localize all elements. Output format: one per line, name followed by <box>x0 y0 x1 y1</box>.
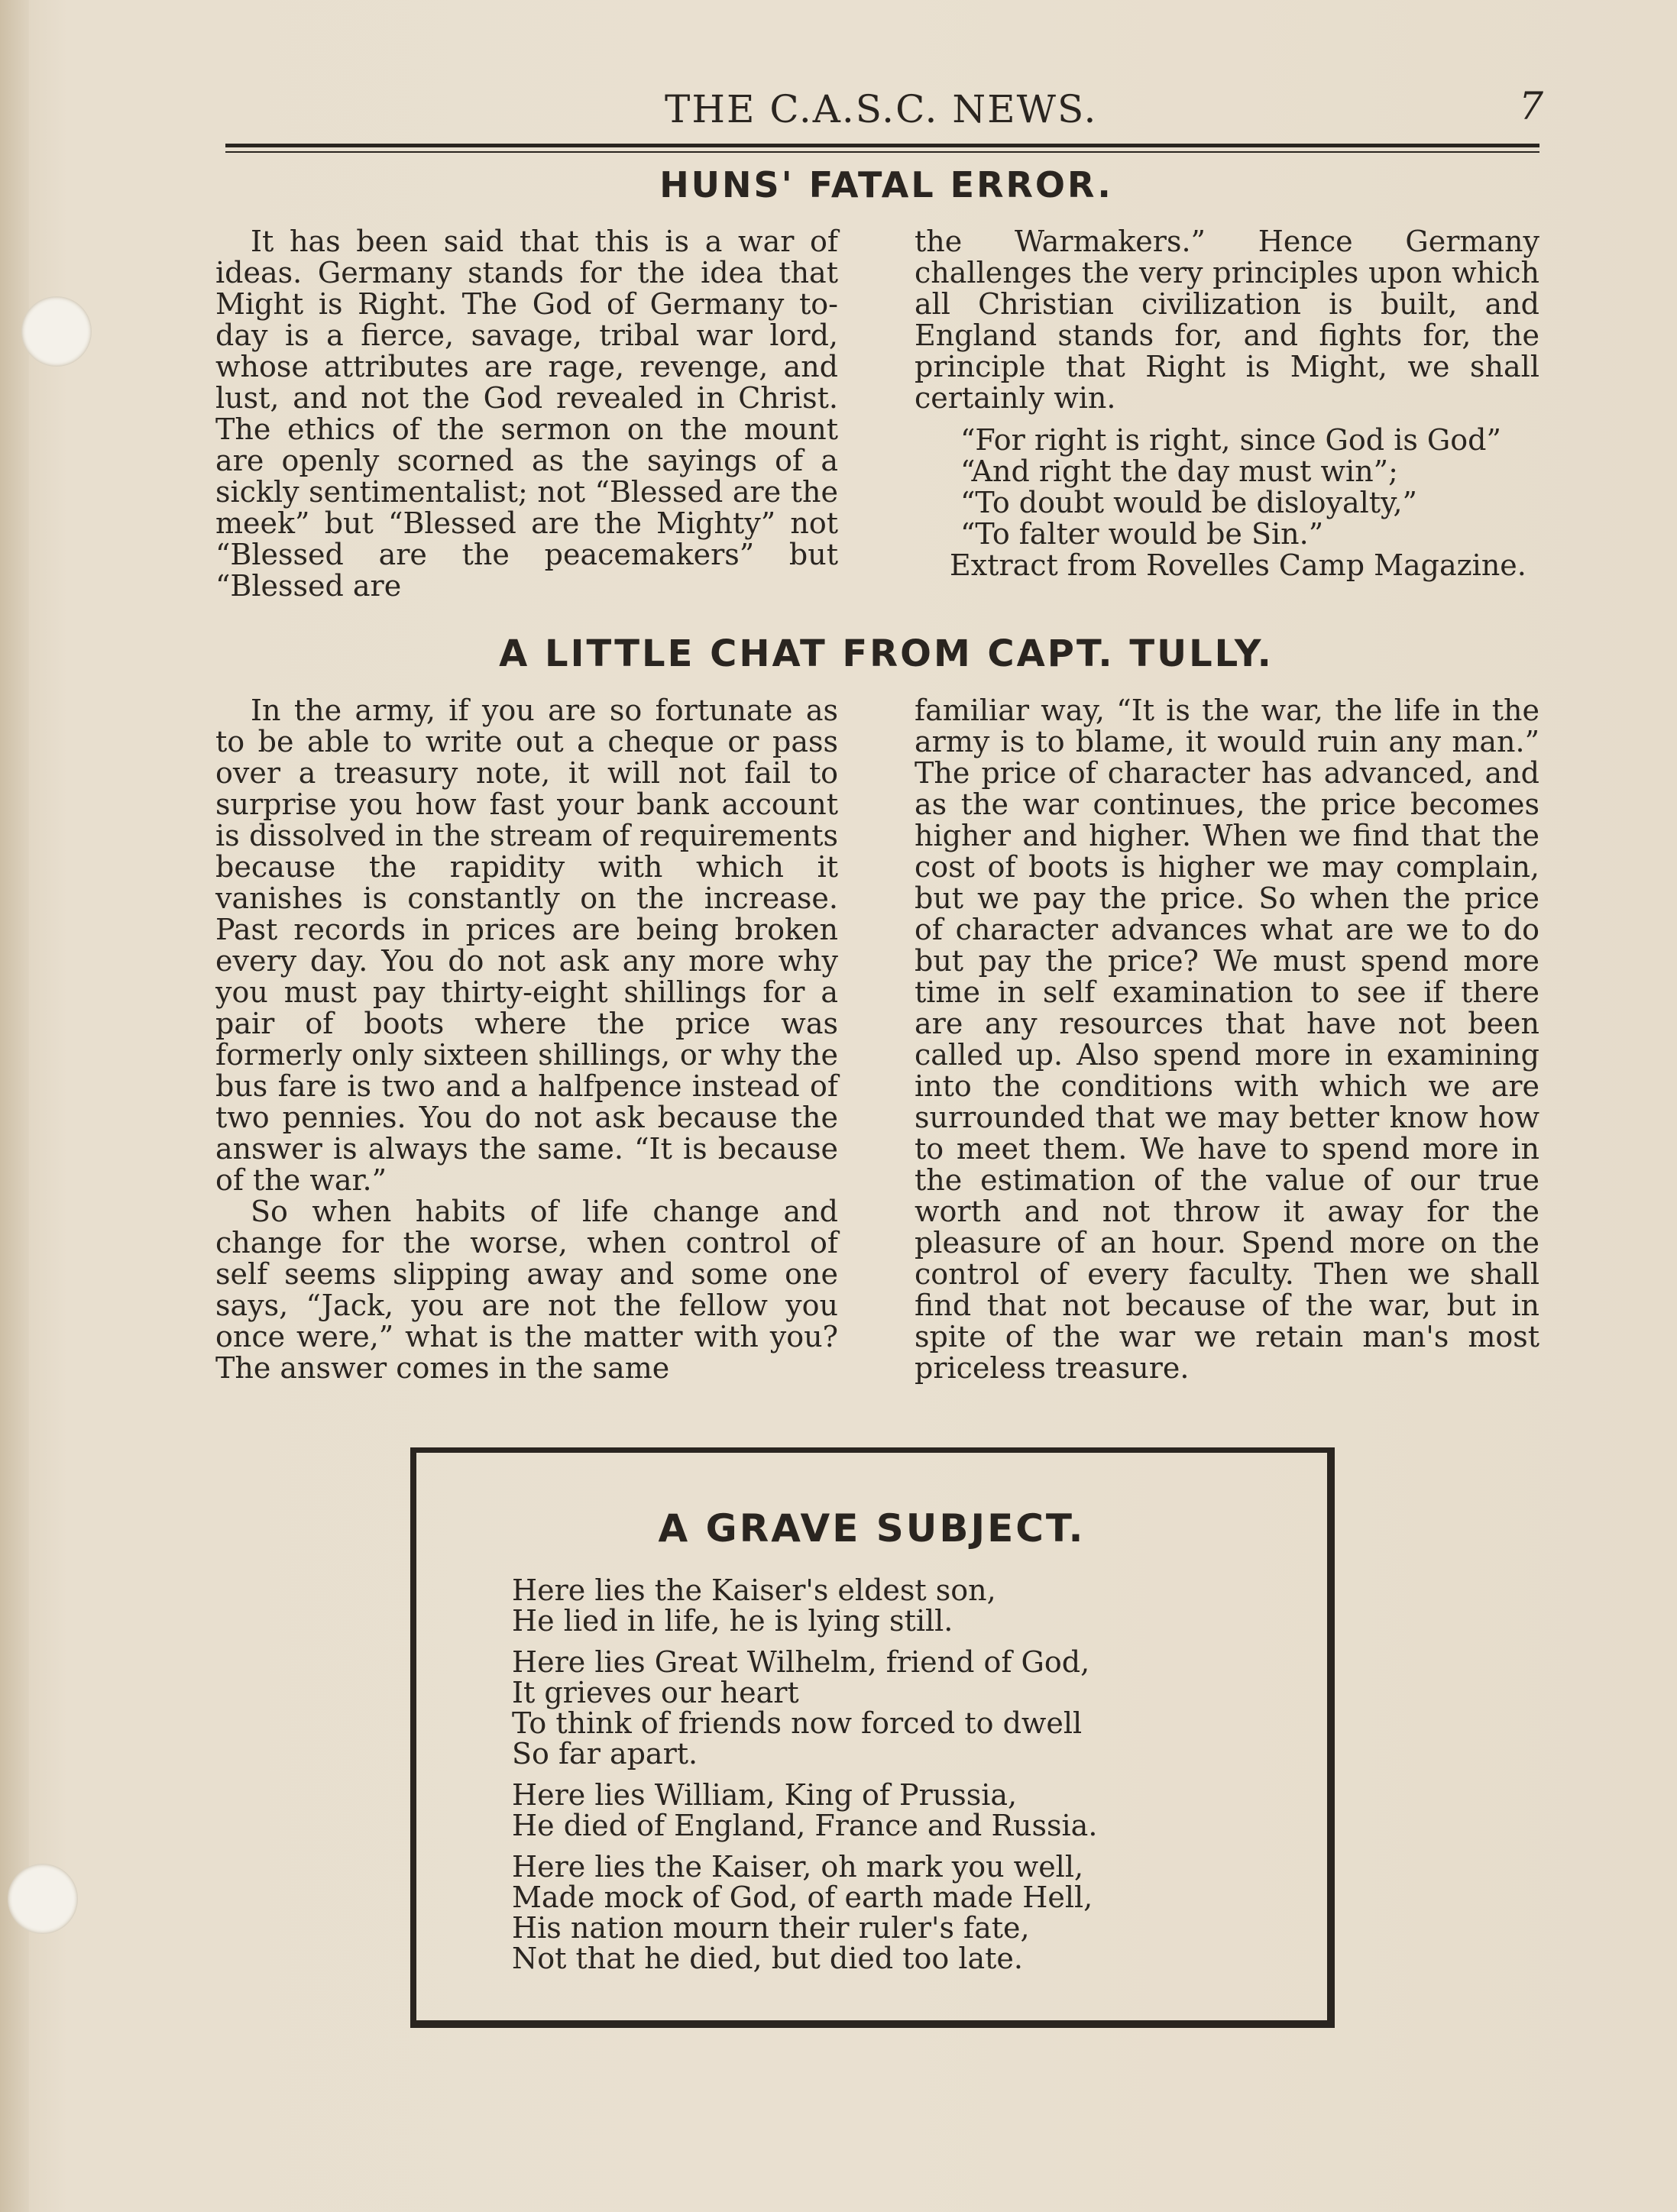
poem-line: “And right the day must win”; <box>960 454 1398 488</box>
poem-line: “To doubt would be disloyalty,” <box>960 486 1417 519</box>
header-rule-thin <box>225 151 1539 153</box>
poem-line: “To falter would be Sin.” <box>960 517 1324 551</box>
epitaph-poem <box>512 1575 1276 1984</box>
article-column <box>215 226 838 602</box>
poem-line: He died of England, France and Russia. <box>512 1809 1098 1842</box>
poem-line: Here lies Great Wilhelm, friend of God, <box>512 1645 1090 1679</box>
article-paragraph: It has been said that this is a war of ideas. Germany stands for the idea that Might is Right. The God of Germany to-day is a fierce, savage, tribal war lord, whose attributes are rage, revenge, and lust, and not the God revealed in Christ. The ethics of the sermon on the mount are openly scorned as the sayings of a sickly sentimentalist; not “Blessed are the meek” but “Blessed are the Mighty” not “Blessed are the peacemakers” but “Blessed are <box>215 225 838 603</box>
article-paragraph: In the army, if you are so fortunate as to be able to write out a cheque or pass over a treasury note, it will not fail to surprise you how fast your bank account is dissolved in the stream of requirements because the rapidity with which it vanishes is constantly on the increase. Past records in prices are being broken every day. You do not ask any more why you must pay thirty-eight shillings for a pair of boots where the price was formerly only sixteen shillings, or why the bus fare is two and a halfpence instead of two pennies. You do not ask because the answer is always the same. “It is because of the war.” <box>215 694 838 1197</box>
header-rule <box>225 144 1539 147</box>
poem-stanza <box>512 1780 1276 1841</box>
poem-line: His nation mourn their ruler's fate, <box>512 1911 1030 1945</box>
article-title: A LITTLE CHAT FROM CAPT. TULLY. <box>499 632 1274 675</box>
punch-hole <box>21 296 92 367</box>
article-paragraph: So when habits of life change and change for the worse, when control of self seems slipping away and some one says, “Jack, you are not the fellow you once were,” what is the matter with you? The answer comes in the same <box>215 1195 838 1385</box>
poem-line: Made mock of God, of earth made Hell, <box>512 1881 1093 1914</box>
article-title: HUNS' FATAL ERROR. <box>659 164 1113 205</box>
poem-stanza <box>512 1647 1276 1769</box>
article-paragraph: familiar way, “It is the war, the life in the army is to blame, it would ruin any man.” The price of character has advanced, and as the war continues, the price becomes higher and higher. When we find that the cost of boots is higher we may complain, but we pay the price. So when the price of character advances what are we to do but pay the price? We must spend more time in self examination to see if there are any resources that have not been called up. Also spend more in examining into the conditions with which we are surrounded that we may better know how to meet them. We have to spend more in the estimation of the value of our true worth and not throw it away for the pleasure of an hour. Spend more on the control of every faculty. Then we shall find that not because of the war, but in spite of the war we retain man's most priceless treasure. <box>915 694 1539 1385</box>
page-header <box>229 82 1543 136</box>
page-number: 7 <box>1519 84 1543 128</box>
poem-quote <box>915 425 1539 550</box>
article-source: Extract from Rovelles Camp Magazine. <box>950 548 1526 582</box>
poem-line: “For right is right, since God is God” <box>960 423 1501 457</box>
poem-line: It grieves our heart <box>512 1676 799 1709</box>
publication-title: THE C.A.S.C. NEWS. <box>665 87 1098 131</box>
poem-line: He lied in life, he is lying still. <box>512 1604 953 1638</box>
article-title: A GRAVE SUBJECT. <box>658 1506 1086 1551</box>
poem-line: Here lies the Kaiser, oh mark you well, <box>512 1850 1084 1884</box>
poem-line: Here lies the Kaiser's eldest son, <box>512 1573 996 1607</box>
article-column <box>915 695 1539 1384</box>
poem-line: Here lies William, King of Prussia, <box>512 1778 1018 1812</box>
punch-hole <box>8 1864 78 1934</box>
poem-line: Not that he died, but died too late. <box>512 1942 1023 1975</box>
poem-stanza <box>512 1575 1276 1636</box>
poem-stanza <box>512 1851 1276 1974</box>
poem-line: So far apart. <box>512 1737 698 1771</box>
boxed-article <box>410 1447 1335 2028</box>
article-paragraph: the Warmakers.” Hence Germany challenges the very principles upon which all Christian civilization is built, and England stands for, and fights for, the principle that Right is Might, we shall certainly win. <box>915 225 1539 415</box>
article-column <box>915 226 1539 581</box>
article-column <box>215 695 838 1384</box>
poem-line: To think of friends now forced to dwell <box>512 1706 1083 1740</box>
